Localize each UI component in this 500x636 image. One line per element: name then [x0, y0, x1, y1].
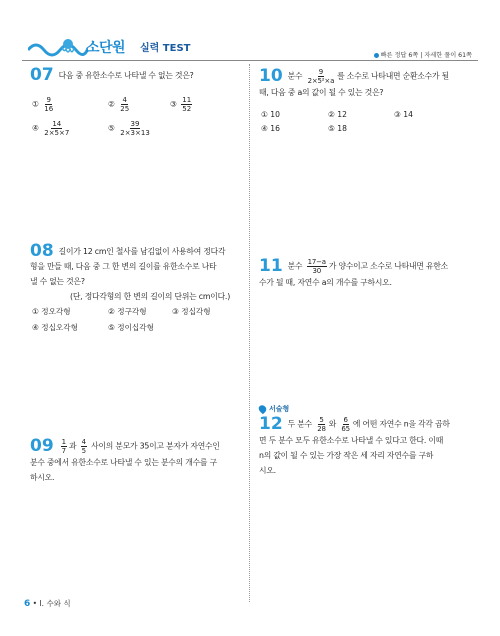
question-10: 10 분수 $\frac{9}{\text{2×5²×a}}$ 를 소수로 나타내면 순환소수가 될 때, 다음 중 a의 값이 될 수 있는 것은? — [259, 65, 449, 97]
question-08: 08 길이가 12 cm인 철사를 남김없이 사용하여 정다각 형을 만들 때, 다음 중 그 한 변의 길이를 유한소수로 나타 낼 수 없는 것은? (단, 정다각형의 한 변의 길이의 단위는 cm이다.) — [30, 244, 245, 304]
question-number: 12 — [259, 413, 283, 434]
page-header — [0, 0, 500, 62]
q08-option-1[interactable]: ① 정오각형 — [32, 307, 71, 316]
column-divider — [249, 64, 250, 602]
section-subtitle: 실력 TEST — [140, 43, 191, 54]
question-number: 11 — [259, 255, 283, 276]
question-number: 08 — [30, 241, 54, 261]
section-title: 소단원 — [86, 40, 126, 56]
header-divider — [22, 60, 478, 61]
q10-option-1[interactable]: ① 10 — [261, 110, 280, 119]
question-11: 11 분수 $\frac{17-a}{30}$ 가 양수이고 소수로 나타내면 유한소 수가 될 때, 자연수 a의 개수를 구하시오. — [259, 255, 448, 287]
q07-option-5[interactable]: ⑤ $\frac{39}{2\times 3\times 13}$ — [108, 120, 150, 137]
q08-option-2[interactable]: ② 정구각형 — [108, 307, 147, 316]
answer-reference: 빠른 정답 6쪽 | 자세한 풀이 61쪽 — [374, 50, 472, 59]
descriptive-badge: 서술형 — [259, 404, 289, 414]
pen-icon — [257, 404, 268, 415]
question-note: (단, 정다각형의 한 변의 길이의 단위는 cm이다.) — [70, 292, 231, 301]
q08-option-5[interactable]: ⑤ 정이십각형 — [108, 323, 154, 332]
question-09: 09 $\frac{1}{7}$ 과 $\frac{4}{5}$ 사이의 분모가 35이고 분자가 자연수인 분수 중에서 유한소수로 나타낼 수 있는 분수의 개수를 구 하시오. — [30, 435, 220, 482]
question-number: 10 — [259, 65, 283, 86]
q10-option-2[interactable]: ② 12 — [328, 110, 347, 119]
bullet-icon — [374, 53, 379, 58]
question-12: 12 두 분수 $\frac{5}{28}$ 와 $\frac{6}{65}$ 에 어떤 자연수 n을 각각 곱하 면 두 분수 모두 유한소수로 나타낼 수 있다고 한다. 이때 n의 값이 될 수 있는 가장 작은 세 자리 자연수를 구하 시오. — [259, 413, 450, 475]
question-number: 07 — [30, 65, 54, 85]
question-text: 다음 중 유한소수로 나타낼 수 없는 것은? — [58, 71, 194, 80]
page-number: 6 — [24, 599, 31, 609]
q10-option-4[interactable]: ④ 16 — [261, 124, 280, 133]
q10-option-3[interactable]: ③ 14 — [394, 110, 413, 119]
octopus-logo-icon — [28, 38, 88, 58]
question-07 — [30, 65, 242, 85]
q07-option-1[interactable]: ① $\frac{9}{16}$ — [32, 96, 54, 113]
q08-option-3[interactable]: ③ 정십각형 — [172, 307, 211, 316]
chapter-label: Ⅰ. 수와 식 — [39, 599, 71, 608]
q07-option-2[interactable]: ② $\frac{4}{25}$ — [108, 96, 130, 113]
q08-option-4[interactable]: ④ 정십오각형 — [32, 323, 78, 332]
q10-option-5[interactable]: ⑤ 18 — [328, 124, 347, 133]
q07-option-4[interactable]: ④ $\frac{14}{2\times 5\times 7}$ — [32, 120, 70, 137]
q07-option-3[interactable]: ③ $\frac{11}{52}$ — [170, 96, 192, 113]
question-number: 09 — [30, 435, 54, 456]
page-footer: 6 • Ⅰ. 수와 식 — [24, 599, 71, 609]
